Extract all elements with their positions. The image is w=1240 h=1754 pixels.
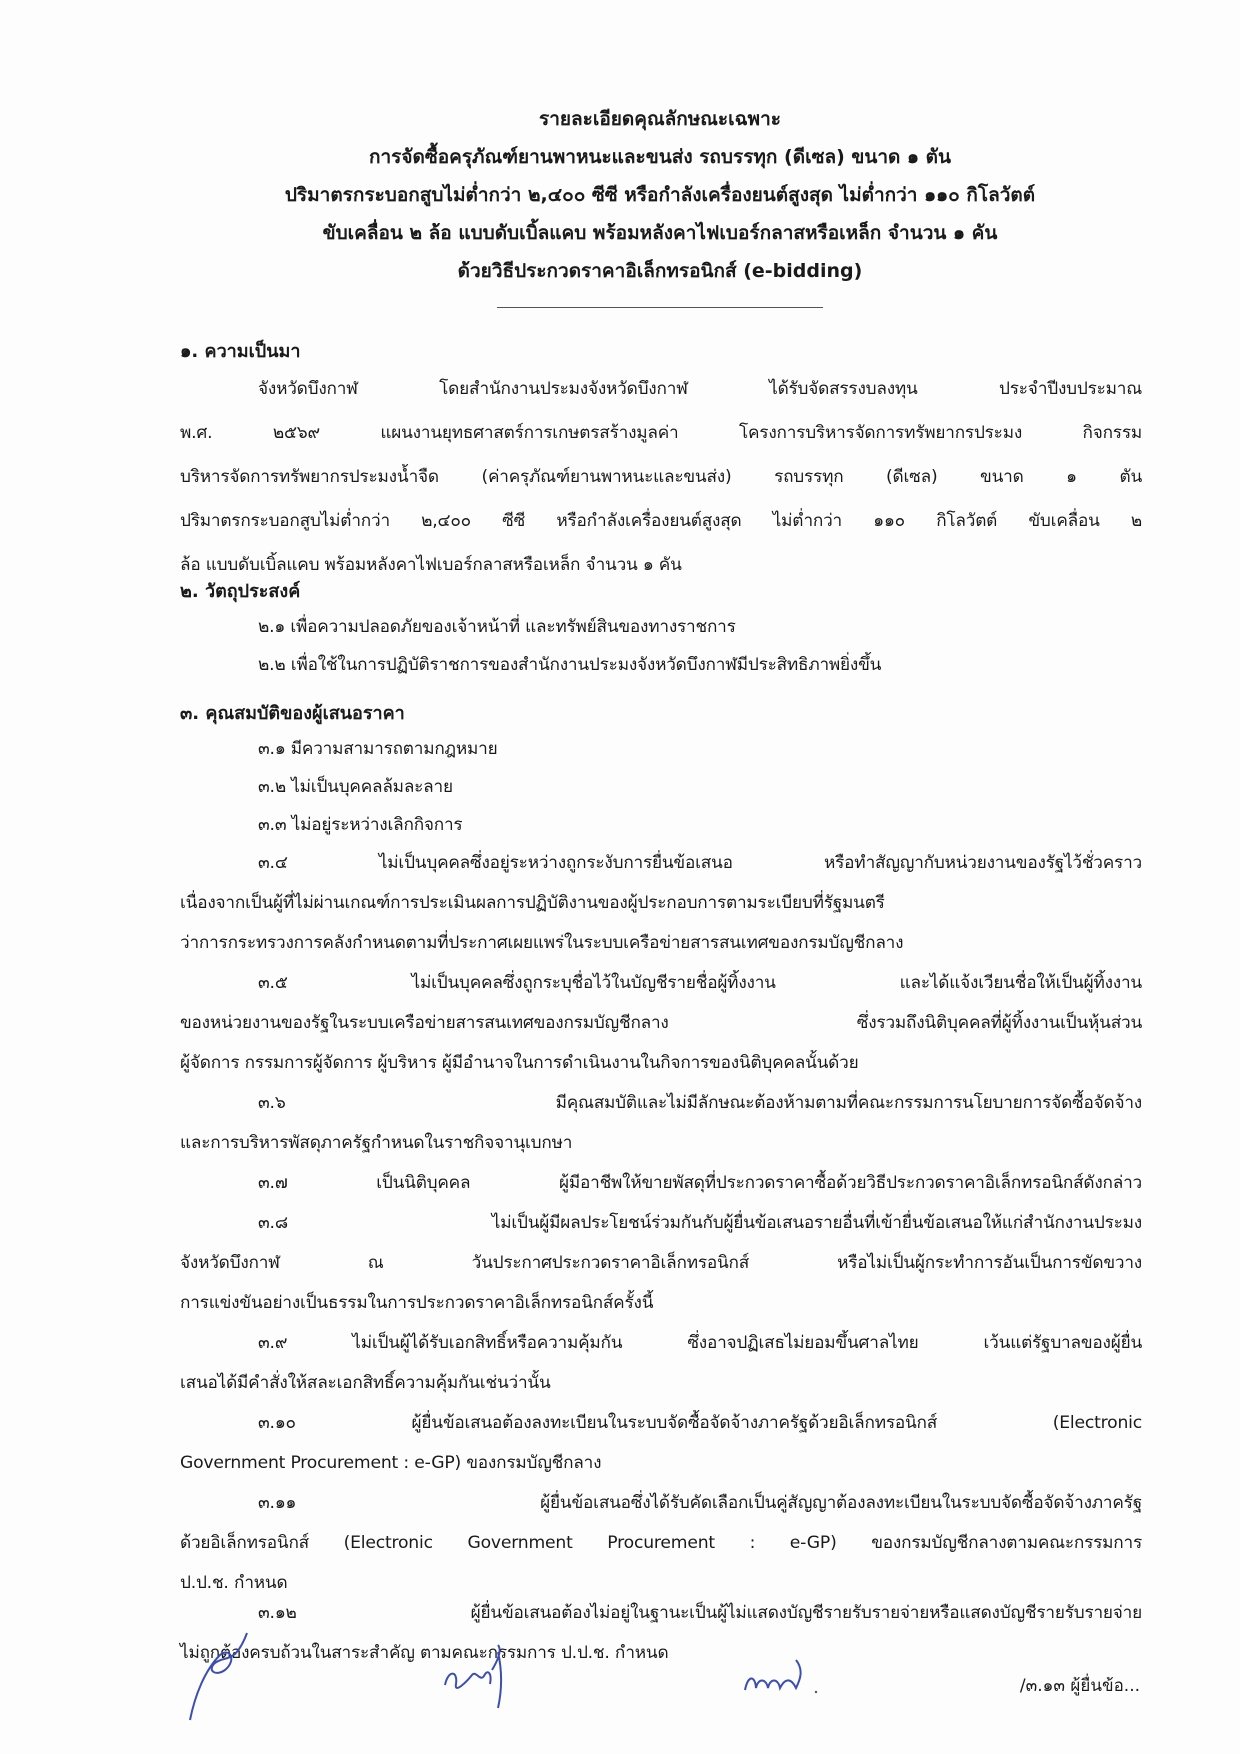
title-line: รายละเอียดคุณลักษณะเฉพาะ: [539, 108, 781, 130]
list-item-continuation: Government Procurement : e-GP) ของกรมบัญชีกลาง: [180, 1453, 602, 1473]
list-item-continuation: การแข่งขันอย่างเป็นธรรมในการประกวดราคาอิเล็กทรอนิกส์ครั้งนี้: [180, 1293, 654, 1313]
title-line: ขับเคลื่อน ๒ ล้อ แบบดับเบิ้ลแคบ พร้อมหลังคาไฟเบอร์กลาสหรือเหล็ก จำนวน ๑ คัน: [322, 222, 998, 244]
list-item-continuation: ว่าการกระทรวงการคลังกำหนดตามที่ประกาศเผยแพร่ในระบบเครือข่ายสารสนเทศของกรมบัญชีกลาง: [180, 933, 904, 953]
title-divider: [497, 307, 823, 308]
list-item: ๓.๒ ไม่เป็นบุคคลล้มละลาย: [258, 777, 453, 797]
list-item-continuation: จังหวัดบึงกาฬ ณ วันประกาศประกวดราคาอิเล็กทรอนิกส์ หรือไม่เป็นผู้กระทำการอันเป็นการขัดขวาง: [180, 1253, 1142, 1273]
title-line: ด้วยวิธีประกวดราคาอิเล็กทรอนิกส์ (e-bidding): [457, 260, 863, 282]
paragraph-line: ล้อ แบบดับเบิ้ลแคบ พร้อมหลังคาไฟเบอร์กลาสหรือเหล็ก จำนวน ๑ คัน: [180, 555, 682, 575]
list-item-continuation: ไม่ถูกต้องครบถ้วนในสาระสำคัญ ตามคณะกรรมการ ป.ป.ช. กำหนด: [180, 1643, 669, 1663]
list-item-continuation: ป.ป.ช. กำหนด: [180, 1573, 288, 1593]
list-item: ๓.๘ ไม่เป็นผู้มีผลประโยชน์ร่วมกันกับผู้ยื่นข้อเสนอรายอื่นที่เข้ายื่นข้อเสนอให้แก่สำนักงานประมง: [258, 1213, 1142, 1233]
paragraph-line: จังหวัดบึงกาฬ โดยสำนักงานประมงจังหวัดบึงกาฬ ได้รับจัดสรรงบลงทุน ประจำปีงบประมาณ: [258, 379, 1142, 399]
signature-icon: [185, 1625, 255, 1725]
continuation-marker: /๓.๑๓ ผู้ยื่นข้อ...: [1019, 1676, 1140, 1696]
list-item: ๓.๔ ไม่เป็นบุคคลซึ่งอยู่ระหว่างถูกระงับการยื่นข้อเสนอ หรือทำสัญญากับหน่วยงานของรัฐไว้ชั่วคราว: [258, 853, 1142, 873]
section-heading-objectives: ๒. วัตถุประสงค์: [180, 581, 301, 602]
list-item-continuation: เนื่องจากเป็นผู้ที่ไม่ผ่านเกณฑ์การประเมินผลการปฏิบัติงานของผู้ประกอบการตามระเบียบที่รัฐมนตรี: [180, 893, 885, 913]
signature-icon: [740, 1650, 820, 1700]
list-item-continuation: เสนอได้มีคำสั่งให้สละเอกสิทธิ์ความคุ้มกันเช่นว่านั้น: [180, 1373, 551, 1393]
list-item: ๒.๑ เพื่อความปลอดภัยของเจ้าหน้าที่ และทรัพย์สินของทางราชการ: [258, 617, 736, 637]
list-item: ๓.๑๑ ผู้ยื่นข้อเสนอซึ่งได้รับคัดเลือกเป็นคู่สัญญาต้องลงทะเบียนในระบบจัดซื้อจัดจ้างภาครัฐ: [258, 1493, 1142, 1513]
list-item-continuation: ด้วยอิเล็กทรอนิกส์ (Electronic Government Procurement : e-GP) ของกรมบัญชีกลางตามคณะกรรมการ: [180, 1533, 1142, 1553]
list-item: ๒.๒ เพื่อใช้ในการปฏิบัติราชการของสำนักงานประมงจังหวัดบึงกาฬมีประสิทธิภาพยิ่งขึ้น: [258, 655, 882, 675]
list-item: ๓.๑๒ ผู้ยื่นข้อเสนอต้องไม่อยู่ในฐานะเป็นผู้ไม่แสดงบัญชีรายรับรายจ่ายหรือแสดงบัญชีรายรับรายจ่าย: [258, 1603, 1142, 1623]
paragraph-line: พ.ศ. ๒๕๖๙ แผนงานยุทธศาสตร์การเกษตรสร้างมูลค่า โครงการบริหารจัดการทรัพยากรประมง กิจกรรม: [180, 423, 1142, 443]
section-heading-background: ๑. ความเป็นมา: [180, 341, 301, 362]
document-title-block: [180, 100, 1140, 290]
list-item: ๓.๖ มีคุณสมบัติและไม่มีลักษณะต้องห้ามตามที่คณะกรรมการนโยบายการจัดซื้อจัดจ้าง: [258, 1093, 1142, 1113]
list-item-continuation: ผู้จัดการ กรรมการผู้จัดการ ผู้บริหาร ผู้มีอำนาจในการดำเนินงานในกิจการของนิติบุคคลนั้นด้วย: [180, 1053, 859, 1073]
paragraph-line: บริหารจัดการทรัพยากรประมงน้ำจืด (ค่าครุภัณฑ์ยานพาหนะและขนส่ง) รถบรรทุก (ดีเซล) ขนาด ๑ ตัน: [180, 467, 1142, 487]
signature-icon: [440, 1640, 520, 1710]
list-item: ๓.๙ ไม่เป็นผู้ได้รับเอกสิทธิ์หรือความคุ้มกัน ซึ่งอาจปฏิเสธไม่ยอมขึ้นศาลไทย เว้นแต่รัฐบาลของผู้ยื่น: [258, 1333, 1142, 1353]
list-item-continuation: ของหน่วยงานของรัฐในระบบเครือข่ายสารสนเทศของกรมบัญชีกลาง ซึ่งรวมถึงนิติบุคคลที่ผู้ทิ้งงานเป็นหุ้นส่วน: [180, 1013, 1142, 1033]
list-item: ๓.๑ มีความสามารถตามกฎหมาย: [258, 739, 498, 759]
title-line: ปริมาตรกระบอกสูบไม่ต่ำกว่า ๒,๔๐๐ ซีซี หรือกำลังเครื่องยนต์สูงสุด ไม่ต่ำกว่า ๑๑๐ กิโลวัตต์: [284, 184, 1036, 206]
paragraph-line: ปริมาตรกระบอกสูบไม่ต่ำกว่า ๒,๔๐๐ ซีซี หรือกำลังเครื่องยนต์สูงสุด ไม่ต่ำกว่า ๑๑๐ กิโลวัตต์ ขับเคลื่อน ๒: [180, 511, 1142, 531]
list-item: ๓.๓ ไม่อยู่ระหว่างเลิกกิจการ: [258, 815, 463, 835]
title-line: การจัดซื้อครุภัณฑ์ยานพาหนะและขนส่ง รถบรรทุก (ดีเซล) ขนาด ๑ ตัน: [368, 146, 952, 168]
list-item: ๓.๗ เป็นนิติบุคคล ผู้มีอาชีพให้ขายพัสดุที่ประกวดราคาซื้อด้วยวิธีประกวดราคาอิเล็กทรอนิกส์ดังกล่าว: [258, 1173, 1142, 1193]
list-item: ๓.๕ ไม่เป็นบุคคลซึ่งถูกระบุชื่อไว้ในบัญชีรายชื่อผู้ทิ้งงาน และได้แจ้งเวียนชื่อให้เป็นผู้ทิ้งงาน: [258, 973, 1142, 993]
section-heading-qualifications: ๓. คุณสมบัติของผู้เสนอราคา: [180, 703, 405, 724]
list-item: ๓.๑๐ ผู้ยื่นข้อเสนอต้องลงทะเบียนในระบบจัดซื้อจัดจ้างภาครัฐด้วยอิเล็กทรอนิกส์ (Electronic: [258, 1413, 1142, 1433]
list-item-continuation: และการบริหารพัสดุภาครัฐกำหนดในราชกิจจานุเบกษา: [180, 1133, 573, 1153]
